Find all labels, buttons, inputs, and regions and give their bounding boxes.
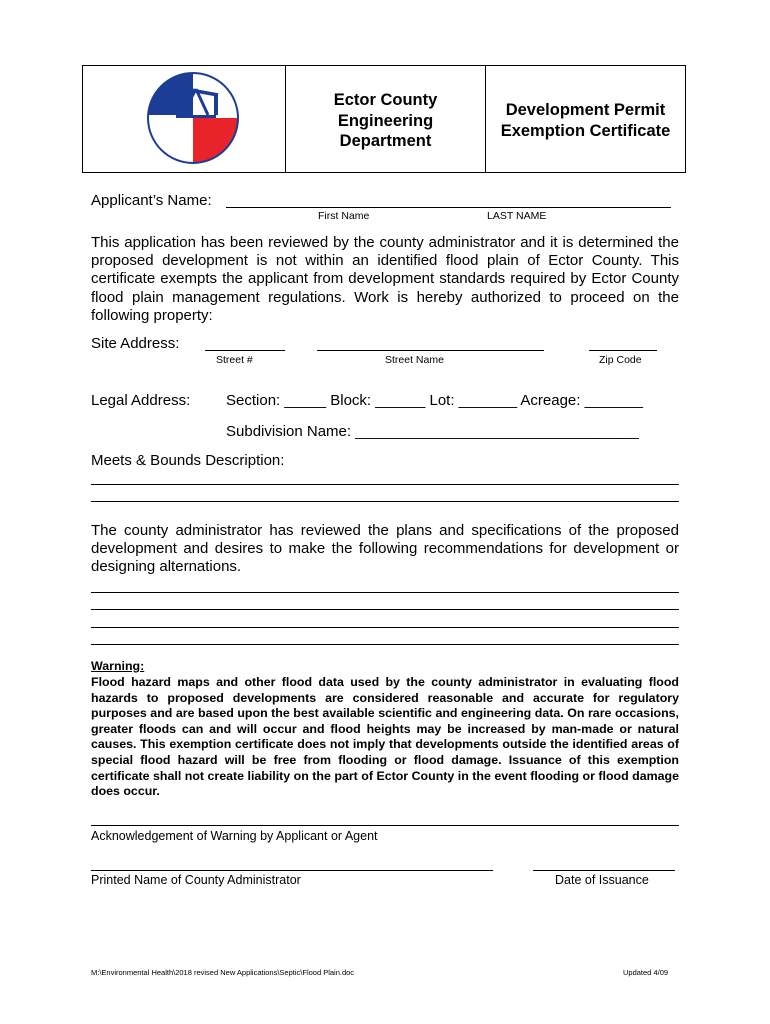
zip-code-field[interactable] xyxy=(589,350,657,351)
department-line: Department xyxy=(339,132,432,150)
subdivision-field[interactable]: Subdivision Name: __________________________________ xyxy=(226,423,639,440)
legal-address-fields[interactable]: Section: _____ Block: ______ Lot: _______ Acreage: _______ xyxy=(226,392,644,409)
street-name-field[interactable] xyxy=(317,350,544,351)
legal-address-label: Legal Address: xyxy=(91,392,191,409)
street-number-caption: Street # xyxy=(216,354,253,366)
ector-county-logo xyxy=(146,71,240,170)
applicant-name-field[interactable] xyxy=(226,207,671,208)
certificate-title xyxy=(486,100,685,142)
certificate-line: Development Permit xyxy=(505,101,666,119)
meets-bounds-line[interactable] xyxy=(91,501,679,502)
footer-updated: Updated 4/09 xyxy=(623,968,669,977)
administrator-name-line[interactable] xyxy=(91,870,493,871)
department-title xyxy=(286,90,485,152)
certificate-line: Exemption Certificate xyxy=(500,122,671,140)
meets-bounds-line[interactable] xyxy=(91,484,679,485)
first-name-caption: First Name xyxy=(318,210,370,222)
street-number-field[interactable] xyxy=(205,350,285,351)
acknowledgement-signature-line[interactable] xyxy=(91,825,679,826)
acknowledgement-label: Acknowledgement of Warning by Applicant or Agent xyxy=(91,829,378,843)
recommendation-line[interactable] xyxy=(91,627,679,628)
last-name-caption: LAST NAME xyxy=(487,210,547,222)
header-box xyxy=(82,65,686,173)
footer-file-path: M:\Environmental Health\2018 revised New Applications\Septic\Flood Plain.doc xyxy=(91,968,355,977)
warning-body: Flood hazard maps and other flood data used by the county administrator in evaluating flood hazards to proposed developments are considered reasonable and accurate for regulatory purposes and are based upon the best available scientific and engineering data. On rare occasions, greater floods can and will occur and flood heights may be increased by man-made or natural causes. This exemption certificate does not imply that developments outside the identified areas of special flood hazard will be free from flooding or flood damage. Issuance of this exemption certificate shall not create liability on the part of Ector County in the event flooding or flood damage does occur. xyxy=(91,675,679,799)
issuance-date-line[interactable] xyxy=(533,870,675,871)
warning-title: Warning: xyxy=(91,659,145,673)
department-line: Ector County xyxy=(333,91,438,109)
issuance-date-label: Date of Issuance xyxy=(555,873,649,887)
site-address-label: Site Address: xyxy=(91,335,180,352)
intro-paragraph: This application has been reviewed by the county administrator and it is determined the proposed development is not within an identified flood plain of Ector County. This certificate exempts the applicant from development standards required by Ector County flood plain management regulations. Work is hereby authorized to proceed on the following property: xyxy=(91,234,679,324)
administrator-name-label: Printed Name of County Administrator xyxy=(91,873,301,887)
street-name-caption: Street Name xyxy=(385,354,444,366)
recommendation-line[interactable] xyxy=(91,644,679,645)
meets-bounds-label: Meets & Bounds Description: xyxy=(91,452,285,469)
zip-code-caption: Zip Code xyxy=(599,354,642,366)
applicant-name-label: Applicant’s Name: xyxy=(91,192,212,209)
recommendation-line[interactable] xyxy=(91,609,679,610)
department-line: Engineering xyxy=(337,111,434,130)
review-paragraph: The county administrator has reviewed the plans and specifications of the proposed development and desires to make the following recommendations for development or designing alternations. xyxy=(91,522,679,576)
recommendation-line[interactable] xyxy=(91,592,679,593)
